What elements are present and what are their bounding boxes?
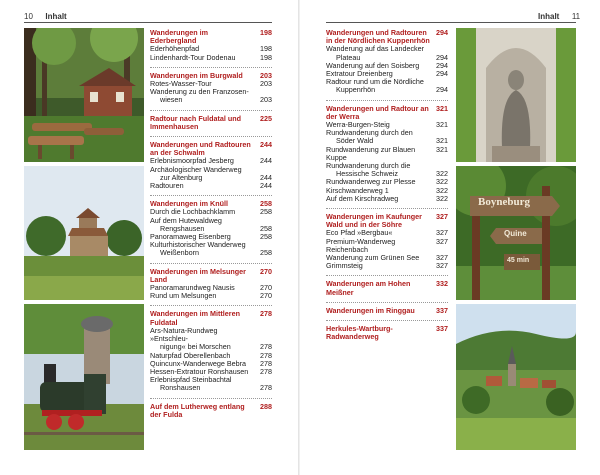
toc-entry-text: Radtour rund um die Nördliche [326,77,424,87]
toc-entry[interactable] [326,238,448,254]
toc-entry-text: Kuppenrhön [336,85,376,95]
left-page-number: 10 [24,12,33,21]
toc-entry-page: 278 [260,383,272,393]
toc-entry-page: 198 [260,44,272,54]
toc-entry-page: 278 [260,342,272,352]
toc-entry-page: 321 [436,144,448,154]
toc-entry-text: Rundwanderung durch den [326,128,413,138]
toc-section [150,29,272,62]
toc-section-heading[interactable] [326,29,448,45]
toc-entry-text: Kulturhistorischer Wanderweg [150,240,246,250]
toc-entry-text: Durch die Lochbachklamm [150,207,236,217]
toc-section [150,398,272,419]
toc-section [150,263,272,301]
toc-section-heading[interactable] [326,213,448,229]
toc-entry-page: 327 [436,228,448,238]
toc-heading-page: 244 [260,140,272,150]
right-header-title: Inhalt [538,12,560,21]
toc-entry-text: Rotes-Wasser-Tour [150,79,212,89]
toc-entry-text: Eco Pfad »Bergbau« [326,228,393,238]
toc-separator [326,275,448,276]
toc-entry-text: Plateau [336,52,361,62]
toc-entry-text: Naturpfad Oberellenbach [150,350,231,360]
toc-entry-text: Weißenborn [160,248,200,258]
toc-heading-page: 258 [260,199,272,209]
toc-entry-text: Quincunx-Wanderwege Bebra [150,358,247,368]
toc-heading-text: Wanderungen und Radtour an der Werra [326,103,429,121]
toc-section [150,110,272,131]
toc-heading-page: 321 [436,103,448,113]
toc-heading-page: 278 [260,309,272,319]
right-header [538,12,580,21]
toc-heading-text: Herkules-Wartburg-Radwanderweg [326,324,393,342]
toc-entry-text: Radtouren [150,181,184,191]
toc-entry-text: Erlebnismoorpfad Jesberg [150,156,234,166]
toc-entry-text: Söder Wald [336,136,374,146]
toc-section-heading[interactable] [150,268,272,284]
toc-entry-page: 322 [436,193,448,203]
toc-heading-text: Wanderungen im Melsunger Land [150,266,246,284]
toc-section-heading[interactable] [150,29,272,45]
toc-entry-text: Wanderung auf das Landecker [326,44,425,54]
toc-entry[interactable] [150,327,272,343]
toc-heading-page: 332 [436,279,448,289]
toc-entry-page: 322 [436,169,448,179]
toc-section-heading[interactable] [326,325,448,341]
toc-entry-page: 278 [260,350,272,360]
photo-steam-locomotive [24,304,144,450]
toc-entry-page: 258 [260,232,272,242]
toc-heading-text: Wanderungen im Burgwald [150,70,243,80]
toc-heading-page: 288 [260,401,272,411]
toc-separator [150,110,272,111]
toc-entry-page: 322 [436,177,448,187]
toc-entry[interactable] [326,262,448,270]
toc-section [326,29,448,95]
toc-entry-text: Hessische Schweiz [336,169,398,179]
signpost-time-label: 45 min [507,257,530,264]
toc-entry-text: Panoramaweg Eisenberg [150,232,231,242]
toc-section-heading[interactable] [326,105,448,121]
toc-entry-text: Ars-Natura-Rundweg »Entschleu- [150,325,218,344]
photo-stone-statue [456,28,576,162]
toc-entry-page: 198 [260,52,272,62]
toc-separator [150,67,272,68]
toc-heading-page: 203 [260,70,272,80]
toc-entry-text: Erlebnispfad Steinbachtal [150,375,232,385]
toc-entry-text: Rundwanderweg zur Plesse [326,177,416,187]
toc-entry-page: 294 [436,69,448,79]
toc-heading-text: Wanderungen am Hohen Meißner [326,279,411,297]
photo-signpost [456,166,576,300]
toc-entry-page: 244 [260,156,272,166]
toc-entry-text: Grimmsteig [326,261,363,271]
toc-entry-page: 327 [436,236,448,246]
toc-entry-page: 327 [436,253,448,263]
toc-entry-text: Archäologischer Wanderweg [150,164,242,174]
toc-separator [150,398,272,399]
toc-entry-page: 278 [260,358,272,368]
toc-entry-page: 244 [260,181,272,191]
toc-entry-page: 270 [260,291,272,301]
toc-entry-page: 203 [260,79,272,89]
toc-separator [326,100,448,101]
toc-entry-text: Extratour Dreienberg [326,69,393,79]
toc-entry-text: Rundwanderung durch die [326,161,411,171]
toc-entry-text: Ronshausen [160,383,201,393]
photo-village-landscape [456,304,576,450]
toc-entry-text: Rundwanderung zur Blauen Kuppe [326,144,416,162]
toc-section [150,67,272,105]
toc-separator [326,208,448,209]
toc-separator [326,320,448,321]
toc-entry-page: 258 [260,248,272,258]
toc-separator [326,302,448,303]
toc-entry-text: Wanderung auf den Soisberg [326,60,420,70]
toc-entry-text: nigung« bei Morschen [160,342,231,352]
signpost-main-label: Boyneburg [478,196,530,208]
toc-heading-text: Wanderungen und Radtouren an der Schwalm [150,140,251,158]
right-toc [326,29,448,347]
toc-entry-page: 270 [260,283,272,293]
toc-entry-text: zur Altenburg [160,172,203,182]
photo-forest-hut [24,28,144,162]
toc-heading-text: Auf dem Lutherweg entlang der Fulda [150,401,245,419]
toc-entry-text: Wanderung zu den Franzosen- [150,87,249,97]
toc-entry-page: 294 [436,52,448,62]
signpost-arrow-label: Quine [504,229,527,238]
toc-heading-page: 337 [436,305,448,315]
toc-heading-page: 198 [260,28,272,37]
toc-entry-text: Panoramarundweg Nausis [150,283,235,293]
toc-entry-text: Auf dem Hutewaldweg [150,215,222,225]
toc-entry-page: 203 [260,95,272,105]
toc-section-heading[interactable] [150,403,272,419]
toc-section [326,275,448,296]
toc-entry-text: Ederhöhenpfad [150,44,200,54]
toc-heading-page: 294 [436,28,448,37]
toc-section [150,136,272,190]
right-header-rule [326,22,576,23]
toc-entry-text: wiesen [160,95,183,105]
toc-separator [150,136,272,137]
toc-entry-text: Kirschwanderweg 1 [326,185,389,195]
toc-section [326,302,448,315]
toc-separator [150,305,272,306]
toc-section [150,305,272,392]
toc-entry-text: Premium-Wanderweg Reichenbach [326,236,396,254]
toc-entry[interactable] [150,292,272,300]
right-page-number: 11 [571,12,581,21]
toc-entry-page: 294 [436,85,448,95]
toc-heading-page: 270 [260,266,272,276]
toc-heading-text: Wanderungen und Radtouren in der Nördlichen Kuppenrhön [326,28,430,46]
toc-entry-text: Lindenhardt-Tour Dodenau [150,52,236,62]
toc-entry-page: 321 [436,136,448,146]
toc-entry-text: Wanderung zum Grünen See [326,253,420,263]
toc-entry[interactable] [150,182,272,190]
toc-separator [150,263,272,264]
left-toc [150,29,272,424]
left-header-title: Inhalt [45,12,67,21]
right-page [300,0,600,475]
toc-section [326,100,448,203]
toc-entry[interactable] [150,54,272,62]
toc-section [150,195,272,257]
toc-heading-text: Wanderungen im Knüll [150,199,228,209]
toc-entry-page: 294 [436,60,448,70]
toc-heading-text: Wanderungen im Ringgau [326,305,415,315]
toc-section [326,208,448,270]
toc-entry[interactable] [326,195,448,203]
left-header [24,12,67,21]
toc-entry-page [258,327,272,343]
toc-entry[interactable] [150,384,272,392]
toc-heading-text: Radtour nach Fuldatal und Immenhausen [150,113,242,131]
toc-section-heading[interactable] [150,115,272,131]
toc-heading-text: Wanderungen im Kaufunger Wald und in der Söhre [326,212,422,230]
toc-entry[interactable] [326,146,448,162]
toc-entry-page: 258 [260,207,272,217]
toc-entry-page: 258 [260,223,272,233]
toc-entry-text: Rund um Melsungen [150,291,217,301]
toc-section-heading[interactable] [326,280,448,296]
left-header-rule [24,22,272,23]
toc-separator [150,195,272,196]
toc-heading-text: Wanderungen im Mittleren Fuldatal [150,309,240,327]
toc-entry[interactable] [326,86,448,94]
toc-entry-text: Auf dem Kirschradweg [326,193,399,203]
toc-heading-page: 225 [260,113,272,123]
photo-hill-chapel [24,166,144,300]
toc-section-heading[interactable] [150,310,272,326]
toc-entry-page: 321 [436,120,448,130]
toc-entry-page: 322 [436,185,448,195]
toc-entry-text: Hessen-Extratour Ronshausen [150,366,249,376]
toc-section-heading[interactable] [326,307,448,315]
toc-entry-page: 244 [260,172,272,182]
toc-heading-page: 327 [436,212,448,222]
toc-entry-page: 278 [260,366,272,376]
toc-section-heading[interactable] [150,141,272,157]
toc-entry[interactable] [150,249,272,257]
toc-heading-text: Wanderungen im Ederbergland [150,28,209,46]
toc-section [326,320,448,341]
toc-heading-page: 337 [436,324,448,334]
toc-entry-text: Werra-Burgen-Steig [326,120,390,130]
toc-entry-text: Rengshausen [160,223,205,233]
toc-entry[interactable] [150,96,272,104]
toc-entry-page: 327 [436,261,448,271]
